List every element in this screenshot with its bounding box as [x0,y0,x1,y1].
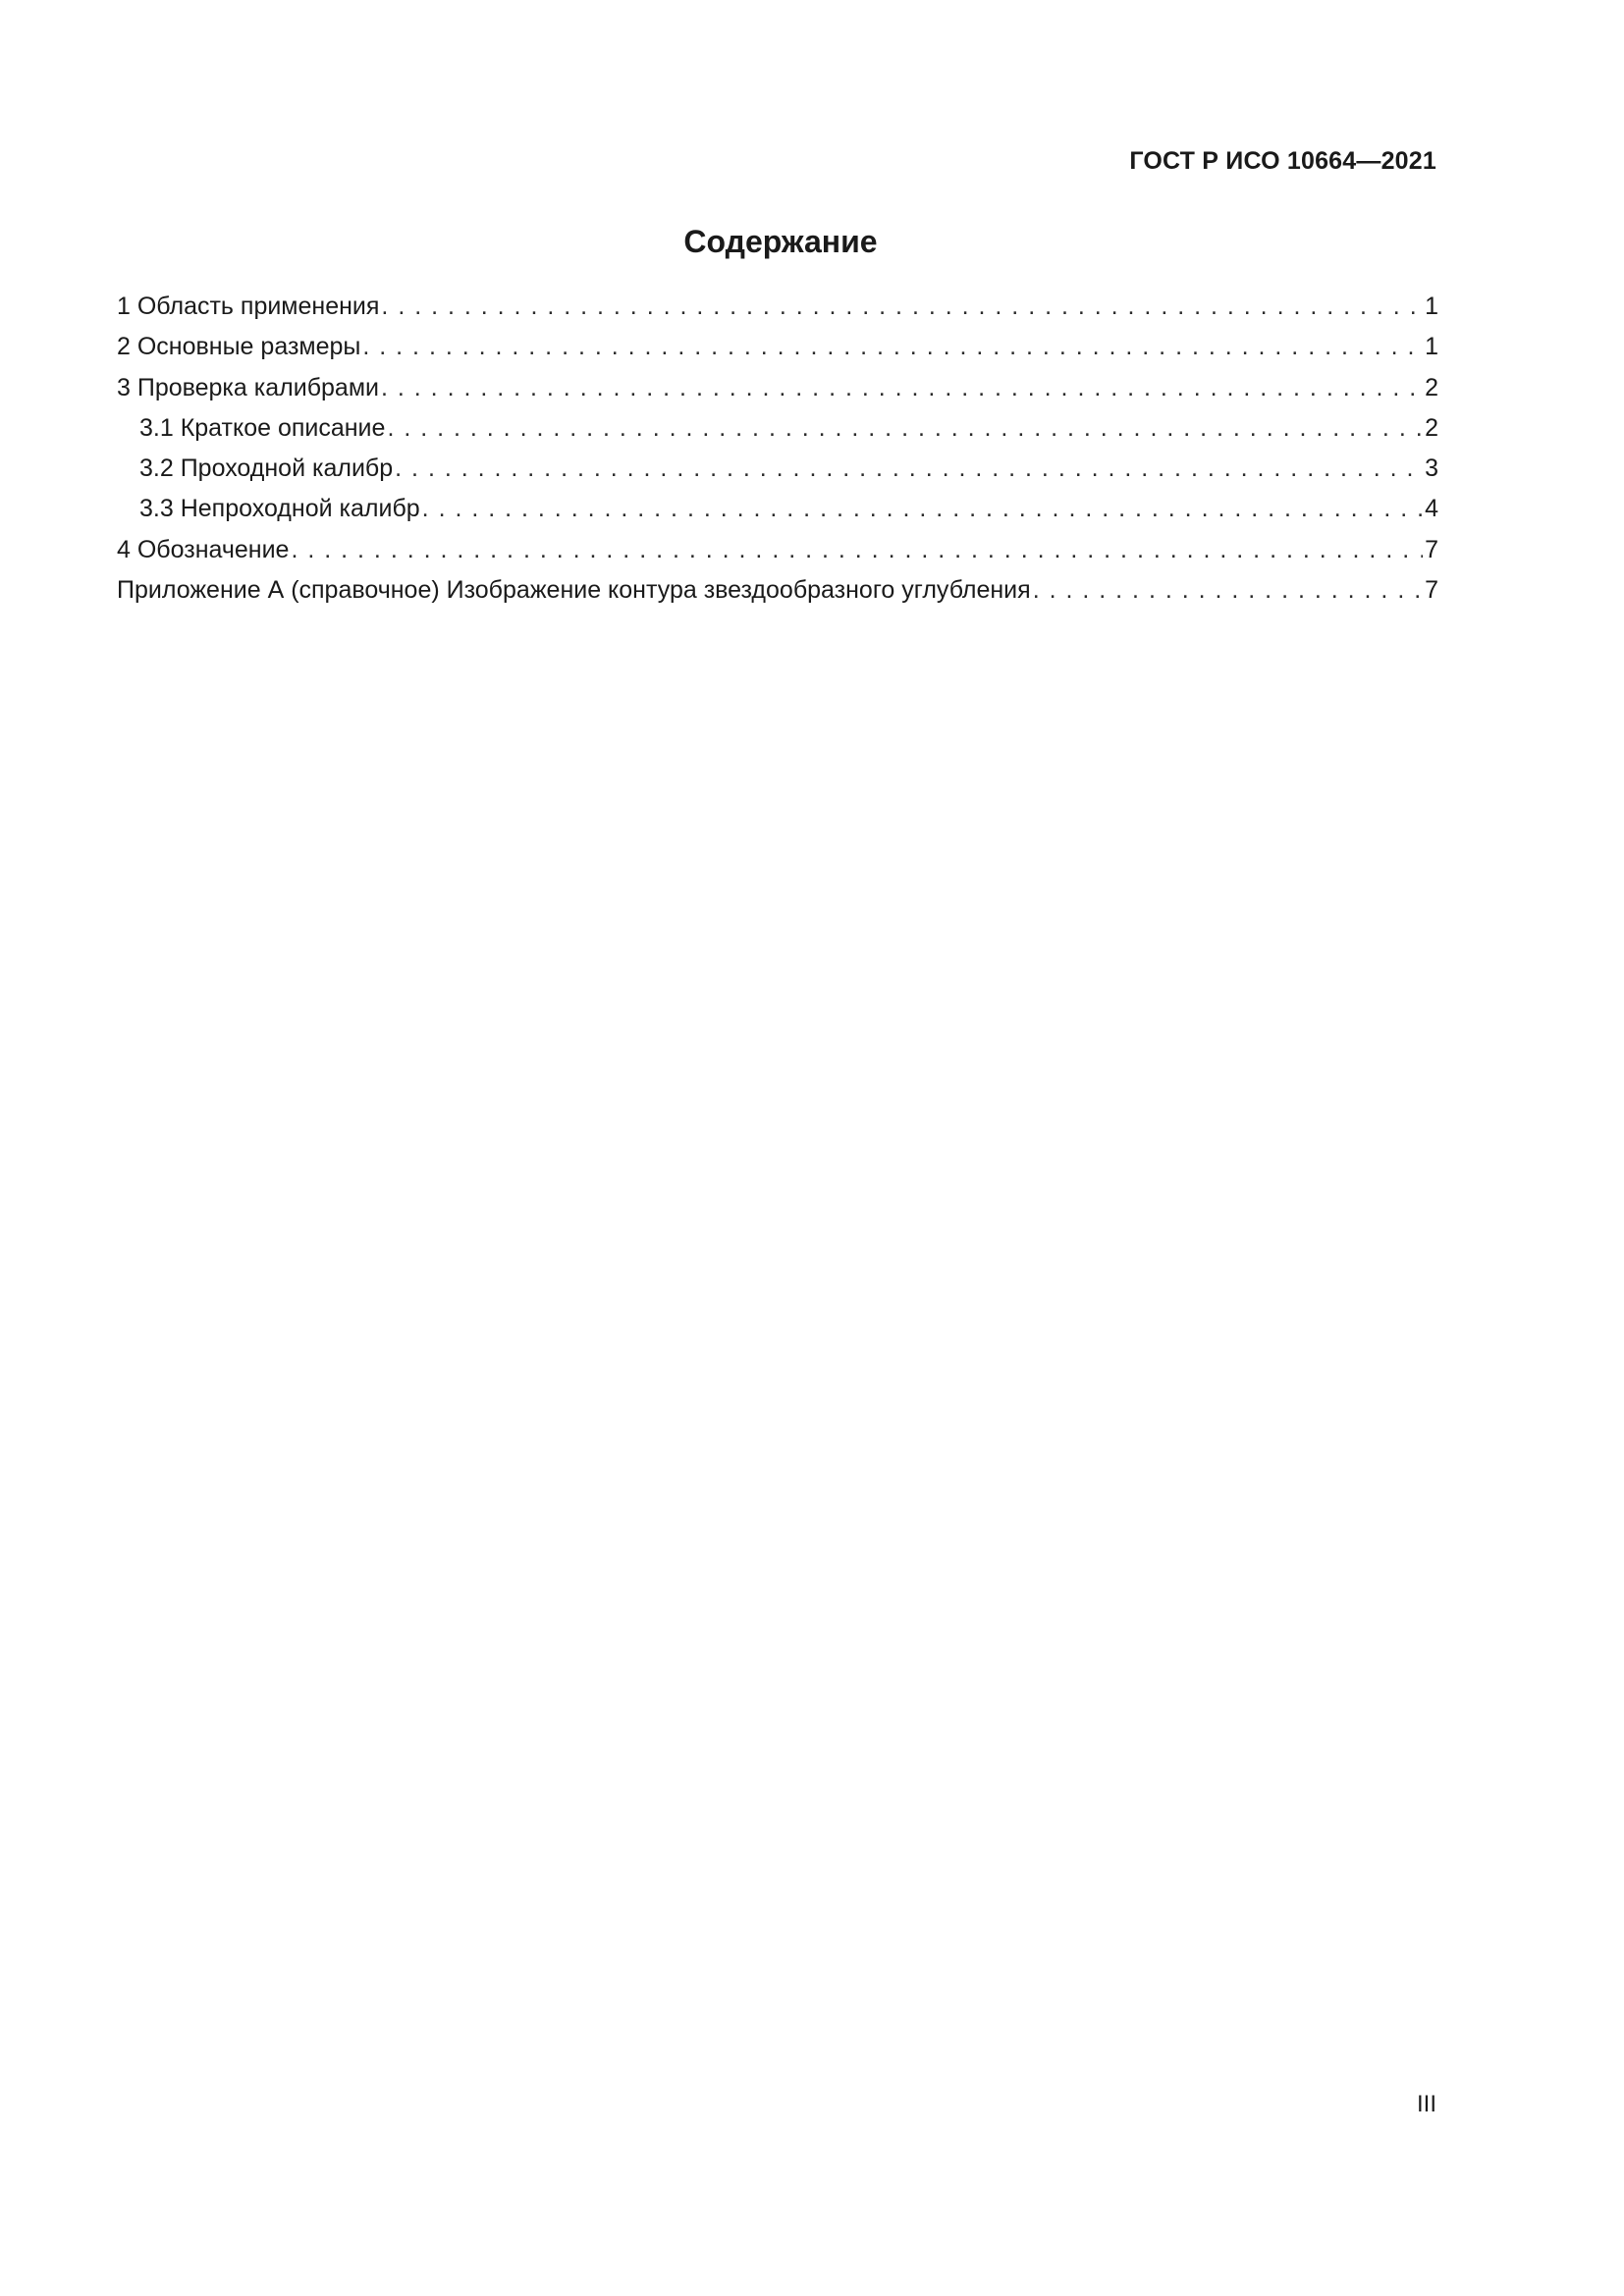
toc-item-go-gauge[interactable] [117,449,1438,489]
toc-leader-dots [387,408,1423,449]
toc-item-page: 4 [1425,495,1438,523]
toc-leader-dots [381,287,1423,327]
toc-item-label: 3.1 Краткое описание [139,413,386,442]
toc-item-gauging[interactable] [117,368,1438,408]
toc-item-no-go-gauge[interactable] [117,489,1438,529]
table-of-contents [117,287,1438,611]
toc-item-label: 3.2 Проходной калибр [139,454,394,483]
toc-item-label: 3.3 Непроходной калибр [139,495,420,523]
toc-leader-dots [395,449,1423,489]
toc-item-label: 4 Обозначение [117,535,290,563]
toc-item-scope[interactable] [117,287,1438,327]
toc-item-page: 1 [1425,293,1438,320]
toc-item-page: 2 [1425,373,1438,401]
toc-leader-dots [381,368,1423,408]
toc-item-page: 7 [1425,535,1438,563]
toc-item-page: 1 [1425,333,1438,361]
toc-leader-dots [1033,570,1423,611]
toc-item-label: Приложение А (справочное) Изображение контура звездообразного углубления [117,576,1031,605]
toc-leader-dots [422,489,1423,529]
toc-item-annex-a[interactable] [117,570,1438,611]
page-number: III [1416,2091,1436,2117]
toc-item-page: 7 [1425,576,1438,605]
toc-leader-dots [362,327,1423,367]
toc-item-brief-description[interactable] [117,408,1438,449]
toc-item-page: 2 [1425,413,1438,442]
toc-leader-dots [291,530,1423,570]
toc-item-designation[interactable] [117,530,1438,570]
toc-item-label: 3 Проверка калибрами [117,373,379,401]
toc-item-label: 1 Область применения [117,293,380,320]
toc-item-page: 3 [1425,454,1438,483]
toc-title: Содержание [683,224,878,259]
toc-item-dimensions[interactable] [117,327,1438,367]
toc-item-label: 2 Основные размеры [117,333,361,361]
document-code: ГОСТ Р ИСО 10664—2021 [1129,147,1436,175]
